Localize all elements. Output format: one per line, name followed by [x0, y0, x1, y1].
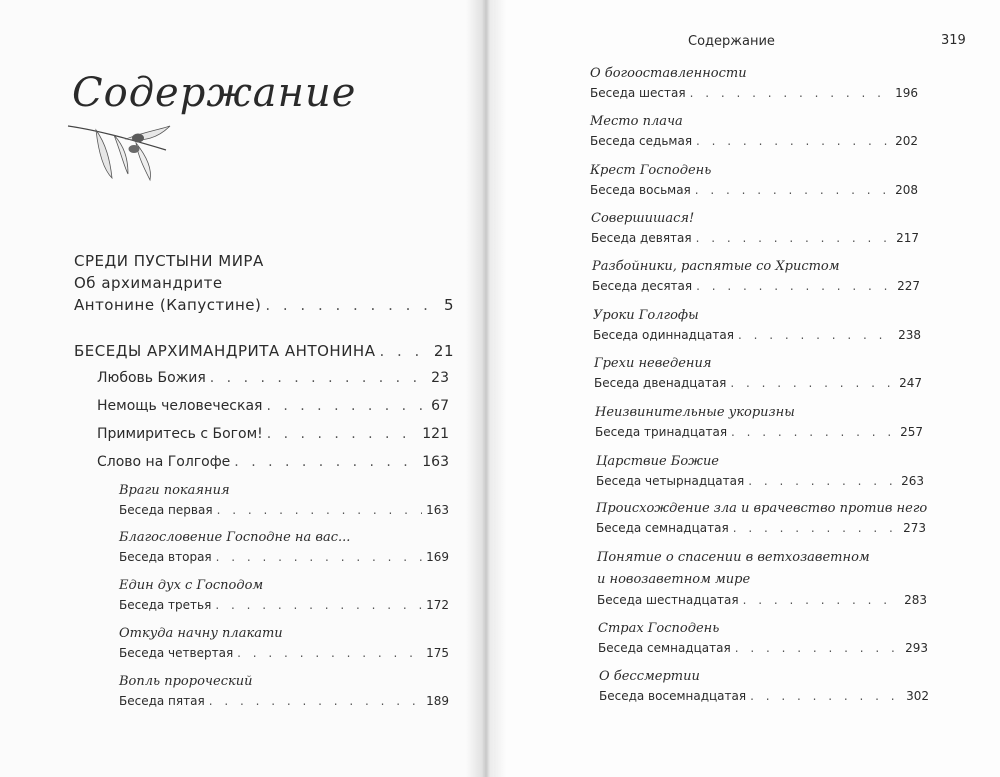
sermon-title: Враги покаяния — [119, 483, 230, 498]
sermon-title-continued: и новозаветном мире — [597, 572, 751, 587]
page-number: 169 — [426, 550, 449, 564]
sermon-title: Един дух с Господом — [119, 578, 264, 593]
page-number: 238 — [898, 328, 921, 342]
sermon-title: Неизвинительные укоризны — [595, 405, 795, 420]
page-number: 121 — [422, 426, 449, 442]
page-number: 172 — [426, 598, 449, 612]
sermon-title: Грехи неведения — [594, 356, 712, 371]
toc-entry[interactable]: Беседа одиннадцатая . . . 238 — [593, 328, 921, 342]
page-number: 227 — [897, 279, 920, 293]
page-number: 175 — [426, 646, 449, 660]
page-number: 67 — [431, 398, 449, 414]
toc-entry[interactable]: Беседа четырнадцатая . . . 263 — [596, 474, 924, 488]
left-page — [0, 0, 484, 777]
page-number: 302 — [906, 689, 929, 703]
toc-entry[interactable]: Беседа тринадцатая . . . 257 — [595, 425, 923, 439]
running-head: Содержание — [688, 34, 775, 49]
page-number: 283 — [904, 593, 927, 607]
sermon-title: О бессмертии — [599, 669, 700, 684]
section-heading: СРЕДИ ПУСТЫНИ МИРА — [74, 252, 264, 270]
page-number: 202 — [895, 134, 918, 148]
toc-section[interactable] — [74, 252, 454, 270]
page-number: 196 — [895, 86, 918, 100]
sermon-title: Совершишася! — [591, 211, 695, 226]
page-number: 21 — [433, 342, 454, 360]
toc-entry[interactable]: Беседа седьмая . . . 202 — [590, 134, 918, 148]
toc-entry[interactable]: Немощь человеческая . . . 67 — [97, 398, 449, 414]
toc-entry[interactable]: Беседа вторая . . . 169 — [119, 550, 449, 564]
page-number: 247 — [899, 376, 922, 390]
page-folio: 319 — [941, 33, 966, 48]
toc-entry[interactable]: Беседа четвертая . . . 175 — [119, 646, 449, 660]
sermon-title: Царствие Божие — [596, 454, 720, 469]
olive-branch-icon — [66, 108, 176, 188]
toc-entry[interactable]: Беседа пятая . . . 189 — [119, 694, 449, 708]
toc-entry[interactable]: Беседа семнадцатая . . . 273 — [596, 521, 926, 535]
sermon-title: Откуда начну плакати — [119, 626, 283, 641]
page-number: 217 — [896, 231, 919, 245]
section-heading: БЕСЕДЫ АРХИМАНДРИТА АНТОНИНА — [74, 342, 376, 360]
sermon-title: Благословение Господне на вас... — [119, 530, 351, 545]
sermon-title: Место плача — [590, 114, 683, 129]
page-number: 23 — [431, 370, 449, 386]
page-number: 263 — [901, 474, 924, 488]
toc-entry[interactable]: Беседа шестая . . . 196 — [590, 86, 918, 100]
page-number: 257 — [900, 425, 923, 439]
toc-entry[interactable]: Беседа шестнадцатая . . . 283 — [597, 593, 927, 607]
page-number: 293 — [905, 641, 928, 655]
toc-entry[interactable]: Беседа восемнадцатая . . . 302 — [599, 689, 929, 703]
toc-entry[interactable]: Беседа девятая . . . 217 — [591, 231, 919, 245]
sermon-title: Вопль пророческий — [119, 674, 253, 689]
sermon-title: Происхождение зла и врачевство против него — [596, 501, 928, 516]
sermon-title: Разбойники, распятые со Христом — [592, 259, 840, 274]
toc-entry[interactable]: Беседа семнадцатая . . . 293 — [598, 641, 928, 655]
toc-entry[interactable]: Любовь Божия . . . 23 — [97, 370, 449, 386]
sermon-title: Крест Господень — [590, 163, 712, 178]
sermon-title: Понятие о спасении в ветхозаветном — [597, 550, 870, 565]
sermon-title: Уроки Голгофы — [593, 308, 699, 323]
book-gutter — [466, 0, 506, 777]
toc-entry[interactable]: Беседа восьмая . . . 208 — [590, 183, 918, 197]
page-number: 208 — [895, 183, 918, 197]
page-number: 5 — [443, 296, 454, 314]
page-number: 189 — [426, 694, 449, 708]
sermon-title: О богооставленности — [590, 66, 747, 81]
toc-entry[interactable]: Антонине (Капустине) . . . 5 — [74, 296, 454, 314]
toc-entry[interactable]: Слово на Голгофе . . . 163 — [97, 454, 449, 470]
toc-entry[interactable]: Беседа десятая . . . 227 — [592, 279, 920, 293]
page-title: Содержание — [72, 70, 357, 116]
page-number: 163 — [422, 454, 449, 470]
toc-section[interactable] — [74, 342, 454, 360]
toc-entry[interactable]: Беседа первая . . . 163 — [119, 503, 449, 517]
right-page — [494, 0, 1000, 777]
sermon-title: Страх Господень — [598, 621, 720, 636]
page-number: 273 — [903, 521, 926, 535]
toc-entry[interactable]: Примиритесь с Богом! . . . 121 — [97, 426, 449, 442]
toc-entry[interactable]: Беседа двенадцатая . . . 247 — [594, 376, 922, 390]
toc-section-subtitle: Об архимандрите — [74, 274, 223, 292]
toc-entry[interactable]: Беседа третья . . . 172 — [119, 598, 449, 612]
page-number: 163 — [426, 503, 449, 517]
